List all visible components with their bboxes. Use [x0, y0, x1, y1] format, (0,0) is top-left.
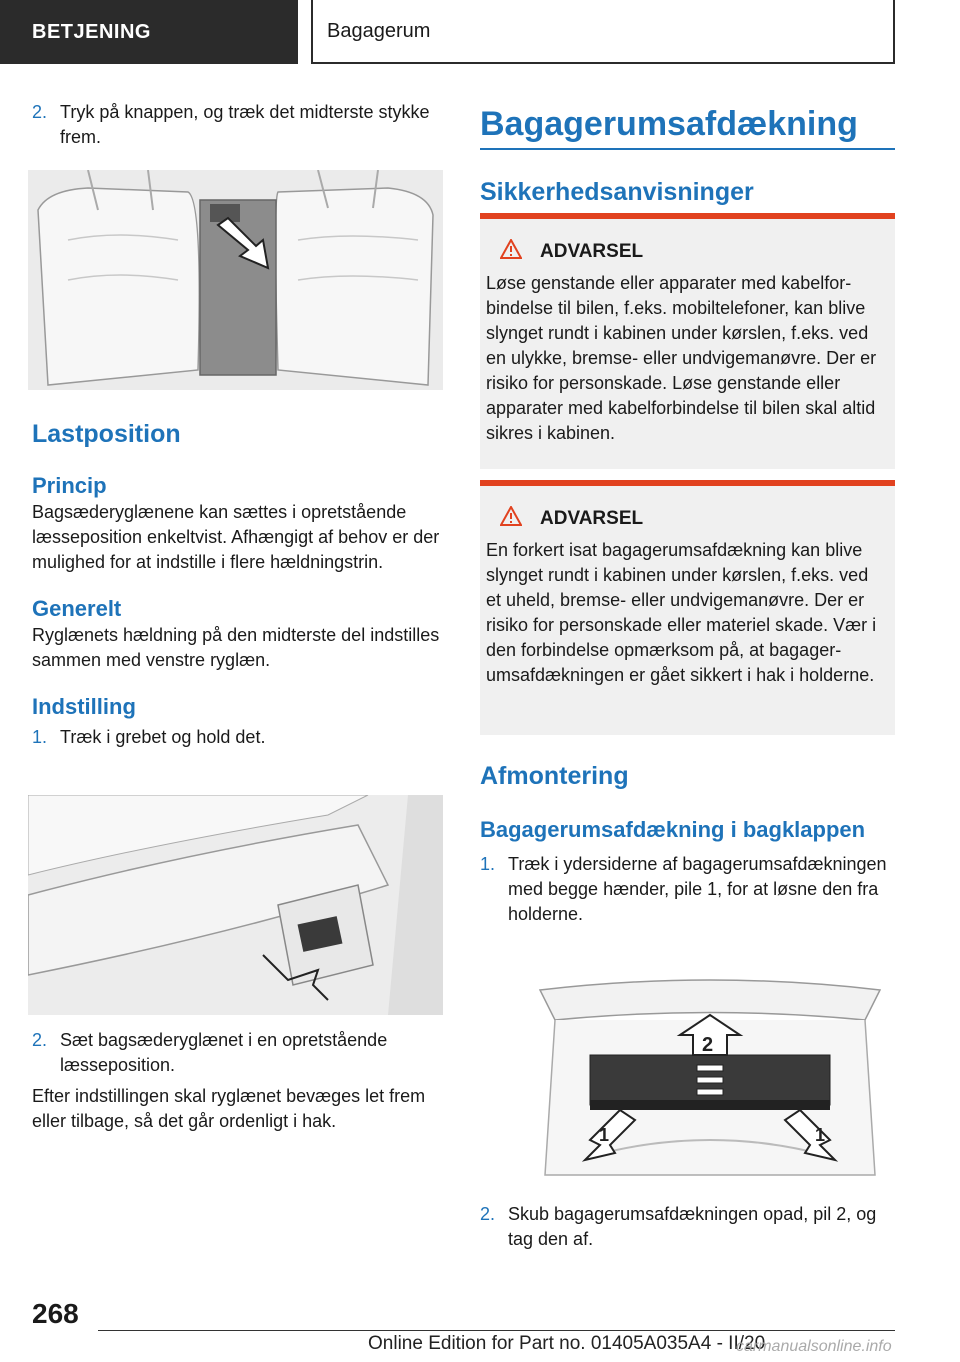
heading-sikkerhed: Sikkerhedsanvisninger — [480, 178, 754, 206]
step-push-cover — [480, 1202, 895, 1252]
right-column — [480, 102, 895, 208]
heading-princip: Princip — [32, 473, 107, 498]
left-column — [32, 100, 444, 150]
step-press-button — [32, 100, 444, 150]
edition-text: Online Edition for Part no. 01405A035A4 - II/20 — [368, 1333, 766, 1354]
step-pull-sides — [480, 852, 895, 927]
warning-triangle-icon — [500, 506, 522, 532]
step-text: Træk i ydersiderne af bagagerumsafdækningen med begge hænder, pile 1, for at løsne den fra holderne. — [508, 854, 887, 924]
header-section — [0, 0, 298, 64]
step-set-backrest — [32, 1028, 444, 1078]
princip-text: Bagsæderyglænene kan sættes i opretstående læsseposition enkeltvist. Afhængigt af behov er der mulighed for at indstille i flere hældningstrin. — [32, 502, 440, 572]
generelt-text: Ryglænets hældning på den midterste del indstilles sammen med venstre ryglæn. — [32, 625, 440, 670]
warning-text-2: En forkert isat bagagerumsafdækning kan blive slynget rundt i kabinen under kørslen, f.eks. ved et uheld, bremse- eller undvigemanøvre. Der er risiko for personskade eller materiel skade. Vær i den forbindelse opmærksom på, at bagagerumsafdækningen er gået sikkert i hak i holderne. — [486, 540, 877, 685]
arrow-label-2: 2 — [702, 1034, 714, 1056]
step-number: 2. — [32, 1030, 48, 1050]
arrow-label-1-left: 1 — [599, 1125, 610, 1145]
right-column-bottom — [480, 1202, 895, 1252]
after-adjust-text: Efter indstillingen skal ryglænet bevæges let frem eller tilbage, så det går ordenligt i hak. — [32, 1086, 426, 1131]
header-section-label: BETJENING — [32, 20, 151, 43]
warning-triangle-icon — [500, 239, 522, 265]
warning-text-1: Løse genstande eller apparater med kabelforbindelse til bilen, f.eks. mobiltelefoner, kan blive slynget rundt i kabinen under kørslen, f.eks. ved en ulykke, bremse- eller undvigemanøvre. Der er risiko for personskade. Løse genstande eller apparater med kabelforbindelse til bilen skal altid sikres i kabinen. — [486, 273, 877, 443]
rear-seat-illustration — [28, 170, 443, 390]
heading-afmontering: Afmontering — [480, 762, 629, 790]
right-column-lower — [480, 760, 895, 927]
step-text: Tryk på knappen, og træk det midterste stykke frem. — [60, 102, 430, 147]
step-number: 1. — [480, 854, 496, 874]
step-text: Sæt bagsæderyglænet i en opretstående læsseposition. — [60, 1030, 388, 1075]
step-number: 2. — [480, 1204, 496, 1224]
watermark-text: carmanualsonline.info — [736, 1338, 892, 1355]
footer-rule — [98, 1330, 895, 1331]
tailgate-drawing — [535, 975, 885, 1188]
warning-title-row — [486, 239, 887, 265]
header-title-box — [311, 0, 895, 64]
step-text: Træk i grebet og hold det. — [60, 727, 266, 747]
heading-indstilling: Indstilling — [32, 694, 136, 719]
header-title: Bagagerum — [327, 19, 431, 42]
warning-box-2 — [480, 480, 895, 735]
seat-handle-drawing — [28, 795, 443, 1015]
heading-bagklappen: Bagagerumsafdækning i bagklappen — [480, 817, 866, 842]
heading-main: Bagagerumsafdækning — [480, 105, 858, 143]
heading-lastposition: Lastposition — [32, 420, 181, 448]
seat-handle-illustration — [28, 795, 443, 1015]
left-column-lower — [32, 418, 444, 750]
rear-seat-drawing — [28, 170, 443, 390]
warning-title-row — [486, 506, 887, 532]
step-text: Skub bagagerumsafdækningen opad, pil 2, og tag den af. — [508, 1204, 877, 1249]
left-column-bottom — [32, 1028, 444, 1134]
step-pull-handle — [32, 725, 444, 750]
warning-title: ADVARSEL — [540, 241, 644, 262]
warning-box-1 — [480, 213, 895, 469]
step-number: 2. — [32, 102, 48, 122]
tailgate-illustration — [535, 975, 885, 1188]
arrow-label-1-right: 1 — [815, 1125, 826, 1145]
step-number: 1. — [32, 727, 48, 747]
warning-title: ADVARSEL — [540, 508, 644, 529]
page-number: 268 — [32, 1298, 79, 1329]
heading-generelt: Generelt — [32, 596, 122, 621]
